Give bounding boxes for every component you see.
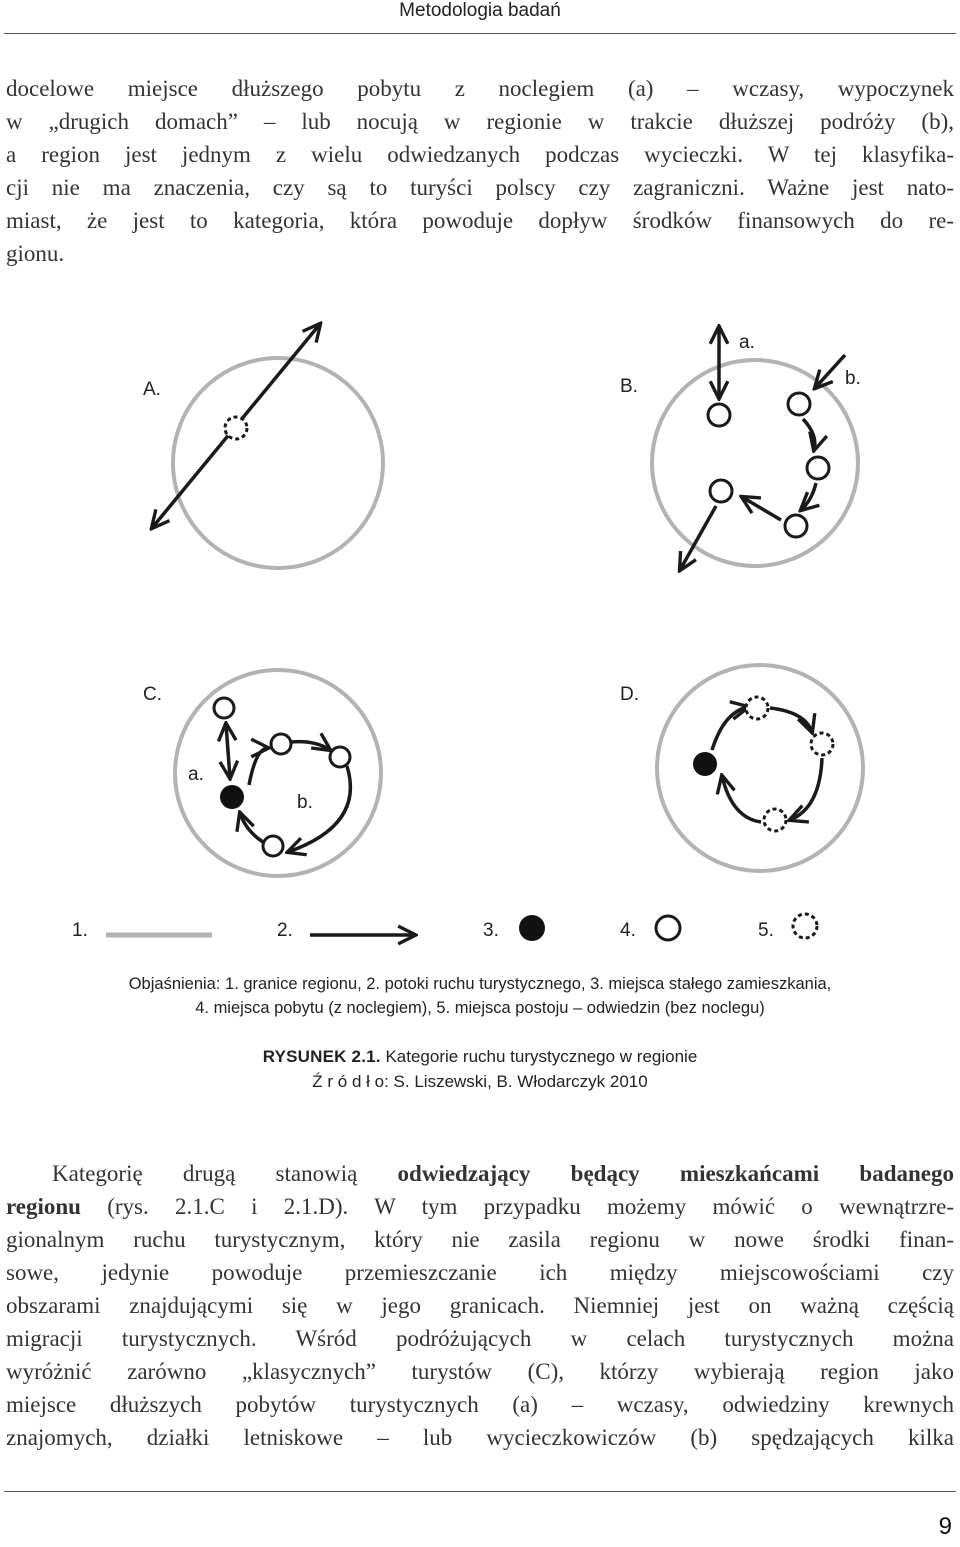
header-rule bbox=[4, 33, 956, 34]
explanation-line: 4. miejsca pobytu (z noclegiem), 5. miejsca postoju – odwiedzin (bez noclegu) bbox=[195, 999, 765, 1017]
visit-stop-icon bbox=[785, 515, 807, 537]
tourist-flow-arrow bbox=[801, 483, 816, 510]
explanation-line: Objaśnienia: 1. granice regionu, 2. potoki ruchu turystycznego, 3. miejsca stałego zamieszkania, bbox=[128, 975, 832, 993]
tourist-flow-arrow bbox=[722, 776, 761, 822]
region-boundary-d bbox=[657, 665, 863, 871]
text-line: a region jest jednym z wielu odwiedzanych podczas wycieczki. W tej klasyfika- bbox=[6, 142, 954, 167]
tourist-flow-arrow bbox=[815, 355, 845, 388]
figure-title: Kategorie ruchu turystycznego w regionie bbox=[385, 1047, 698, 1066]
text-line: gionu. bbox=[6, 241, 65, 266]
tourist-flow-arrow bbox=[790, 758, 822, 820]
tourist-flow-arrow bbox=[291, 742, 330, 750]
tourist-flow-arrow bbox=[249, 748, 268, 785]
text-line: sowe, jedynie powoduje przemieszczanie ich między miejscowościami czy bbox=[6, 1260, 954, 1285]
permanent-residence-legend-icon bbox=[519, 915, 545, 941]
legend-label-4: 4. bbox=[620, 920, 636, 941]
visit-stop-icon bbox=[271, 734, 291, 754]
visit-stop-legend-icon bbox=[793, 914, 817, 938]
figure-source bbox=[0, 1071, 960, 1093]
permanent-residence-icon bbox=[220, 785, 244, 809]
visit-stop-icon bbox=[330, 747, 350, 767]
text-line: w „drugich domach” – lub nocują w regionie w trakcie dłuższej podróży (b), bbox=[6, 109, 954, 134]
tourist-flow-arrow bbox=[240, 813, 263, 842]
visit-stop-icon bbox=[263, 836, 283, 856]
text-line: gionalnym ruchu turystycznym, który nie zasila regionu w nowe środki finan- bbox=[6, 1227, 954, 1252]
panel-a bbox=[143, 324, 383, 568]
text-line bbox=[6, 1190, 954, 1223]
emphasis-text: odwiedzający będący mieszkańcami badanego bbox=[397, 1161, 954, 1186]
permanent-residence-icon bbox=[693, 752, 717, 776]
tourism-categories-figure bbox=[0, 300, 960, 1060]
source-text: S. Liszewski, B. Włodarczyk 2010 bbox=[393, 1072, 648, 1091]
text-line: docelowe miejsce dłuższego pobytu z noclegiem (a) – wczasy, wypoczynek bbox=[6, 76, 954, 101]
figure-caption bbox=[0, 1046, 960, 1068]
visit-stop-dashed-icon bbox=[811, 733, 833, 755]
paragraph-intro bbox=[6, 72, 954, 270]
text-line: znajomych, działki letniskowe – lub wycieczkowiczów (b) spędzających kilka bbox=[6, 1425, 954, 1450]
overnight-stay-icon bbox=[214, 698, 234, 718]
text-run: Kategorię drugą stanowią bbox=[52, 1161, 398, 1186]
visit-stop-dashed-icon bbox=[764, 809, 786, 831]
footer-rule bbox=[4, 1491, 956, 1492]
visit-stop-icon bbox=[710, 480, 732, 502]
tourist-flow-arrow bbox=[712, 707, 748, 750]
text-line: migracji turystycznych. Wśród podróżujących w celach turystycznych można bbox=[6, 1326, 954, 1351]
panel-label-d: D. bbox=[620, 684, 639, 705]
tourist-flow-arrow bbox=[742, 497, 781, 520]
legend-label-3: 3. bbox=[483, 920, 499, 941]
legend-label-5: 5. bbox=[758, 920, 774, 941]
text-line: miejsce dłuższych pobytów turystycznych (a) – wczasy, odwiedziny krewnych bbox=[6, 1392, 954, 1417]
text-line bbox=[6, 1157, 954, 1190]
text-line: miast, że jest to kategoria, która powoduje dopływ środków finansowych do re- bbox=[6, 208, 954, 233]
legend-label-2: 2. bbox=[277, 920, 293, 941]
visit-stop-dashed-icon bbox=[225, 417, 247, 439]
figure-explanation bbox=[0, 972, 960, 1020]
running-header-title: Metodologia badań bbox=[399, 0, 561, 21]
paragraph-second-category bbox=[6, 1157, 954, 1454]
text-run: (rys. 2.1.C i 2.1.D). W tym przypadku możemy mówić o wewnątrzre- bbox=[80, 1194, 954, 1219]
text-line: obszarami znajdującymi się w jego granicach. Niemniej jest on ważną częścią bbox=[6, 1293, 954, 1318]
visit-stop-icon bbox=[807, 457, 829, 479]
sub-label-b: b. bbox=[297, 792, 313, 813]
sub-label-a: a. bbox=[188, 764, 204, 785]
text-line: wyróżnić zarówno „klasycznych” turystów (C), którzy wybierają region jako bbox=[6, 1359, 954, 1384]
panel-label-c: C. bbox=[143, 684, 162, 705]
tourist-flow-arrow bbox=[226, 724, 230, 778]
sub-label-a: a. bbox=[739, 332, 755, 353]
overnight-stay-icon bbox=[708, 404, 730, 426]
visit-stop-icon bbox=[788, 393, 810, 415]
panel-d bbox=[620, 665, 863, 871]
tourist-flow-arrow bbox=[770, 708, 812, 732]
panel-b bbox=[620, 327, 861, 570]
visit-stop-dashed-icon bbox=[746, 697, 768, 719]
figure-number: RYSUNEK 2.1. bbox=[262, 1047, 381, 1066]
panel-c bbox=[143, 670, 381, 876]
text-line: cji nie ma znaczenia, czy są to turyści polscy czy zagraniczni. Ważne jest nato- bbox=[6, 175, 954, 200]
legend-label-1: 1. bbox=[72, 920, 88, 941]
page-header bbox=[0, 0, 960, 36]
source-label: Ź r ó d ł o: bbox=[312, 1072, 394, 1091]
figure-legend bbox=[72, 914, 817, 941]
overnight-stay-legend-icon bbox=[656, 916, 680, 940]
panel-label-a: A. bbox=[143, 379, 161, 400]
emphasis-text: regionu bbox=[6, 1194, 81, 1219]
sub-label-b: b. bbox=[845, 368, 861, 389]
tourist-flow-arrow bbox=[803, 419, 815, 450]
page-number: 9 bbox=[938, 1513, 952, 1540]
panel-label-b: B. bbox=[620, 376, 638, 397]
